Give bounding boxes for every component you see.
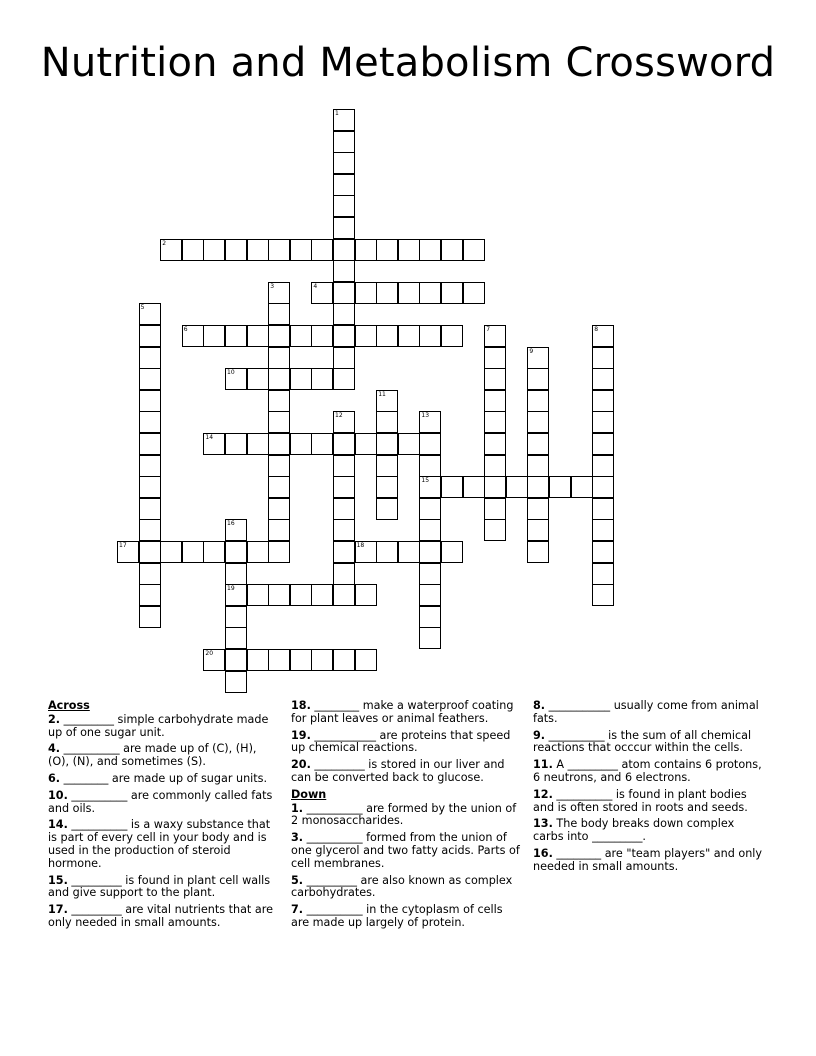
grid-cell[interactable] bbox=[203, 433, 225, 455]
grid-cell[interactable] bbox=[333, 541, 355, 563]
grid-cell[interactable] bbox=[268, 390, 290, 412]
grid-cell[interactable] bbox=[419, 584, 441, 606]
grid-cell[interactable] bbox=[419, 541, 441, 563]
grid-cell[interactable] bbox=[333, 649, 355, 671]
grid-cell[interactable] bbox=[311, 282, 333, 304]
grid-cell[interactable] bbox=[247, 584, 269, 606]
clue-number: 16. bbox=[533, 846, 553, 860]
grid-cell[interactable] bbox=[592, 455, 614, 477]
clue-number: 3. bbox=[291, 831, 304, 845]
clue-number: 12 bbox=[335, 412, 343, 420]
clue-number: 10 bbox=[227, 369, 235, 377]
grid-cell[interactable] bbox=[376, 390, 398, 412]
grid-cell[interactable] bbox=[333, 239, 355, 261]
grid-cell[interactable] bbox=[441, 239, 463, 261]
across-clue bbox=[291, 700, 523, 726]
clue-number: 20 bbox=[205, 650, 214, 657]
grid-cell[interactable] bbox=[592, 347, 614, 369]
down-clue bbox=[291, 875, 523, 901]
clue-number: 13 bbox=[421, 412, 430, 420]
grid-cell[interactable] bbox=[203, 541, 225, 563]
grid-cell[interactable] bbox=[333, 131, 355, 153]
grid-cell[interactable] bbox=[419, 606, 441, 628]
grid-cell[interactable] bbox=[484, 411, 506, 433]
grid-cell[interactable] bbox=[290, 368, 312, 390]
grid-cell[interactable] bbox=[592, 476, 614, 498]
grid-cell[interactable] bbox=[484, 476, 506, 498]
clue-text: __________ is a waxy substance that is part of every cell in your body and is used in the production of steroid hormone. bbox=[48, 818, 271, 870]
grid-cell[interactable] bbox=[419, 476, 441, 498]
grid-cell[interactable] bbox=[290, 239, 312, 261]
clue-number: 3 bbox=[270, 282, 275, 290]
grid-cell[interactable] bbox=[592, 325, 614, 347]
grid-cell[interactable] bbox=[225, 584, 247, 606]
clue-text: __________ are commonly called fats and oils. bbox=[48, 788, 273, 815]
grid-cell[interactable] bbox=[463, 239, 485, 261]
clue-text: ________ are "team players" and only needed in small amounts. bbox=[533, 846, 763, 873]
clue-number: 2. bbox=[48, 712, 61, 726]
grid-cell[interactable] bbox=[592, 498, 614, 520]
grid-cell[interactable] bbox=[333, 584, 355, 606]
grid-cell[interactable] bbox=[225, 433, 247, 455]
grid-cell[interactable] bbox=[571, 476, 593, 498]
grid-cell[interactable] bbox=[398, 239, 420, 261]
clue-number: 14. bbox=[48, 818, 68, 832]
grid-cell[interactable] bbox=[311, 433, 333, 455]
grid-cell[interactable] bbox=[376, 455, 398, 477]
grid-cell[interactable] bbox=[419, 325, 441, 347]
grid-cell[interactable] bbox=[441, 282, 463, 304]
grid-cell[interactable] bbox=[355, 649, 377, 671]
grid-cell[interactable] bbox=[225, 606, 247, 628]
grid-cell[interactable] bbox=[398, 541, 420, 563]
grid-cell[interactable] bbox=[268, 411, 290, 433]
clues-column-3 bbox=[533, 700, 765, 878]
grid-cell[interactable] bbox=[333, 195, 355, 217]
clue-text: ___________ usually come from animal fats. bbox=[533, 699, 759, 725]
down-clue bbox=[533, 818, 765, 844]
grid-cell[interactable] bbox=[333, 368, 355, 390]
grid-cell[interactable] bbox=[592, 519, 614, 541]
grid-cell[interactable] bbox=[268, 368, 290, 390]
grid-cell[interactable] bbox=[376, 498, 398, 520]
grid-cell[interactable] bbox=[268, 541, 290, 563]
clue-number: 7 bbox=[486, 326, 491, 333]
grid-cell[interactable] bbox=[139, 606, 161, 628]
grid-cell[interactable] bbox=[592, 368, 614, 390]
grid-cell[interactable] bbox=[247, 433, 269, 455]
clue-number: 17. bbox=[48, 903, 68, 917]
grid-cell[interactable] bbox=[419, 498, 441, 520]
clue-text: __________ is the sum of all chemical reactions that occcur within the cells. bbox=[533, 728, 752, 755]
grid-cell[interactable] bbox=[333, 455, 355, 477]
down-clue bbox=[291, 803, 523, 829]
clue-number: 4. bbox=[48, 742, 61, 756]
grid-cell[interactable] bbox=[290, 433, 312, 455]
grid-cell[interactable] bbox=[527, 476, 549, 498]
down-clue bbox=[533, 700, 765, 726]
grid-cell[interactable] bbox=[139, 390, 161, 412]
down-clue bbox=[291, 904, 523, 930]
grid-cell[interactable] bbox=[527, 347, 549, 369]
down-clue bbox=[533, 848, 765, 874]
across-clue bbox=[48, 904, 280, 930]
grid-cell[interactable] bbox=[419, 239, 441, 261]
grid-cell[interactable] bbox=[268, 433, 290, 455]
grid-cell[interactable] bbox=[268, 498, 290, 520]
clue-number: 8. bbox=[533, 699, 546, 712]
grid-cell[interactable] bbox=[376, 433, 398, 455]
grid-cell[interactable] bbox=[355, 433, 377, 455]
grid-cell[interactable] bbox=[333, 303, 355, 325]
clue-number: 11 bbox=[378, 390, 386, 398]
grid-cell[interactable] bbox=[333, 109, 355, 131]
grid-cell[interactable] bbox=[376, 476, 398, 498]
grid-cell[interactable] bbox=[484, 433, 506, 455]
grid-cell[interactable] bbox=[139, 411, 161, 433]
clue-number: 6. bbox=[48, 771, 61, 785]
down-clue bbox=[533, 730, 765, 756]
grid-cell[interactable] bbox=[203, 325, 225, 347]
grid-cell[interactable] bbox=[311, 584, 333, 606]
grid-cell[interactable] bbox=[355, 325, 377, 347]
grid-cell[interactable] bbox=[247, 239, 269, 261]
clue-number: 18 bbox=[356, 542, 365, 549]
clue-number: 15. bbox=[48, 873, 68, 887]
grid-cell[interactable] bbox=[333, 152, 355, 174]
clue-heading: Down bbox=[291, 787, 327, 801]
across-clue bbox=[48, 714, 280, 740]
grid-cell[interactable] bbox=[139, 455, 161, 477]
grid-cell[interactable] bbox=[592, 584, 614, 606]
grid-cell[interactable] bbox=[419, 455, 441, 477]
clue-text: __________ are formed by the union of 2 monosaccharides. bbox=[291, 801, 517, 828]
grid-cell[interactable] bbox=[376, 239, 398, 261]
grid-cell[interactable] bbox=[225, 368, 247, 390]
grid-cell[interactable] bbox=[311, 649, 333, 671]
grid-cell[interactable] bbox=[182, 541, 204, 563]
grid-cell[interactable] bbox=[225, 325, 247, 347]
grid-cell[interactable] bbox=[139, 433, 161, 455]
grid-cell[interactable] bbox=[139, 325, 161, 347]
page-title: Nutrition and Metabolism Crossword bbox=[40, 40, 776, 86]
grid-cell[interactable] bbox=[139, 476, 161, 498]
across-clue bbox=[48, 773, 280, 786]
grid-cell[interactable] bbox=[139, 303, 161, 325]
clue-text: _________ are vital nutrients that are only needed in small amounts. bbox=[48, 903, 273, 929]
clue-number: 5. bbox=[291, 873, 304, 887]
grid-cell[interactable] bbox=[182, 325, 204, 347]
grid-cell[interactable] bbox=[333, 433, 355, 455]
grid-cell[interactable] bbox=[463, 476, 485, 498]
grid-cell[interactable] bbox=[333, 325, 355, 347]
clue-number: 4 bbox=[313, 282, 318, 290]
clues-column-1 bbox=[48, 700, 280, 934]
clue-number: 5 bbox=[140, 304, 145, 312]
grid-cell[interactable] bbox=[268, 303, 290, 325]
across-clue bbox=[291, 730, 523, 756]
clue-number: 14 bbox=[205, 434, 214, 441]
clue-number: 8 bbox=[594, 326, 599, 333]
grid-cell[interactable] bbox=[527, 498, 549, 520]
clue-number: 12. bbox=[533, 787, 553, 801]
grid-cell[interactable] bbox=[225, 627, 247, 649]
grid-cell[interactable] bbox=[333, 217, 355, 239]
across-clue bbox=[291, 759, 523, 785]
across-clue bbox=[48, 790, 280, 816]
clue-text: ___________ are proteins that speed up chemical reactions. bbox=[291, 728, 511, 755]
grid-cell[interactable] bbox=[592, 433, 614, 455]
grid-cell[interactable] bbox=[290, 649, 312, 671]
grid-cell[interactable] bbox=[527, 455, 549, 477]
clue-number: 18. bbox=[291, 699, 311, 712]
grid-cell[interactable] bbox=[484, 519, 506, 541]
grid-cell[interactable] bbox=[398, 433, 420, 455]
grid-cell[interactable] bbox=[182, 239, 204, 261]
grid-cell[interactable] bbox=[268, 584, 290, 606]
grid-cell[interactable] bbox=[527, 411, 549, 433]
grid-cell[interactable] bbox=[268, 239, 290, 261]
clues-column-2 bbox=[291, 700, 523, 934]
grid-cell[interactable] bbox=[355, 584, 377, 606]
grid-cell[interactable] bbox=[247, 325, 269, 347]
grid-cell[interactable] bbox=[333, 519, 355, 541]
grid-cell[interactable] bbox=[333, 498, 355, 520]
clue-heading: Across bbox=[48, 699, 90, 712]
clue-number: 16 bbox=[227, 520, 235, 528]
grid-cell[interactable] bbox=[398, 282, 420, 304]
clue-text: ________ are made up of sugar units. bbox=[63, 771, 268, 785]
grid-cell[interactable] bbox=[355, 541, 377, 563]
grid-cell[interactable] bbox=[484, 347, 506, 369]
down-clue bbox=[533, 759, 765, 785]
grid-cell[interactable] bbox=[419, 563, 441, 585]
grid-cell[interactable] bbox=[268, 347, 290, 369]
clue-number: 6 bbox=[183, 326, 188, 333]
grid-cell[interactable] bbox=[527, 390, 549, 412]
grid-cell[interactable] bbox=[441, 476, 463, 498]
grid-cell[interactable] bbox=[592, 563, 614, 585]
clue-number: 2 bbox=[162, 239, 167, 247]
grid-cell[interactable] bbox=[355, 282, 377, 304]
clue-text: _________ is stored in our liver and can be converted back to glucose. bbox=[291, 758, 505, 784]
grid-cell[interactable] bbox=[268, 476, 290, 498]
grid-cell[interactable] bbox=[203, 649, 225, 671]
clue-number: 1 bbox=[335, 110, 339, 117]
across-clue bbox=[48, 743, 280, 769]
grid-cell[interactable] bbox=[549, 476, 571, 498]
grid-cell[interactable] bbox=[441, 325, 463, 347]
grid-cell[interactable] bbox=[592, 541, 614, 563]
grid-cell[interactable] bbox=[333, 282, 355, 304]
grid-cell[interactable] bbox=[139, 347, 161, 369]
grid-cell[interactable] bbox=[225, 649, 247, 671]
grid-cell[interactable] bbox=[225, 563, 247, 585]
grid-cell[interactable] bbox=[419, 627, 441, 649]
grid-cell[interactable] bbox=[268, 282, 290, 304]
down-clue bbox=[291, 832, 523, 870]
grid-cell[interactable] bbox=[268, 455, 290, 477]
grid-cell[interactable] bbox=[333, 476, 355, 498]
grid-cell[interactable] bbox=[527, 519, 549, 541]
grid-cell[interactable] bbox=[355, 239, 377, 261]
clue-text: __________ is found in plant bodies and is often stored in roots and seeds. bbox=[533, 787, 748, 814]
grid-cell[interactable] bbox=[203, 239, 225, 261]
grid-cell[interactable] bbox=[225, 671, 247, 693]
grid-cell[interactable] bbox=[225, 239, 247, 261]
grid-cell[interactable] bbox=[441, 541, 463, 563]
grid-cell[interactable] bbox=[311, 368, 333, 390]
grid-cell[interactable] bbox=[376, 325, 398, 347]
down-clue bbox=[533, 789, 765, 815]
grid-cell[interactable] bbox=[419, 433, 441, 455]
grid-cell[interactable] bbox=[333, 347, 355, 369]
across-clue bbox=[48, 819, 280, 870]
grid-cell[interactable] bbox=[376, 411, 398, 433]
grid-cell[interactable] bbox=[139, 584, 161, 606]
grid-cell[interactable] bbox=[506, 476, 528, 498]
grid-cell[interactable] bbox=[247, 649, 269, 671]
grid-cell[interactable] bbox=[484, 498, 506, 520]
clue-text: A _________ atom contains 6 protons, 6 neutrons, and 6 electrons. bbox=[533, 758, 762, 784]
grid-cell[interactable] bbox=[333, 260, 355, 282]
clue-number: 13. bbox=[533, 817, 553, 831]
grid-cell[interactable] bbox=[160, 239, 182, 261]
clue-number: 19. bbox=[291, 728, 311, 742]
grid-cell[interactable] bbox=[139, 519, 161, 541]
grid-cell[interactable] bbox=[527, 541, 549, 563]
grid-cell[interactable] bbox=[225, 541, 247, 563]
clue-text: _________ are also known as complex carbohydrates. bbox=[291, 873, 513, 900]
grid-cell[interactable] bbox=[311, 239, 333, 261]
grid-cell[interactable] bbox=[333, 411, 355, 433]
clue-text: __________ in the cytoplasm of cells are made up largely of protein. bbox=[291, 903, 503, 929]
grid-cell[interactable] bbox=[527, 433, 549, 455]
grid-cell[interactable] bbox=[463, 282, 485, 304]
grid-cell[interactable] bbox=[592, 390, 614, 412]
grid-cell[interactable] bbox=[484, 455, 506, 477]
clue-number: 9. bbox=[533, 728, 546, 742]
grid-cell[interactable] bbox=[268, 519, 290, 541]
clue-number: 20. bbox=[291, 758, 311, 772]
grid-cell[interactable] bbox=[419, 282, 441, 304]
grid-cell[interactable] bbox=[117, 541, 139, 563]
grid-cell[interactable] bbox=[376, 541, 398, 563]
clue-number: 19 bbox=[227, 585, 235, 593]
clue-number: 1. bbox=[291, 801, 304, 815]
clue-text: __________ formed from the union of one glycerol and two fatty acids. Parts of cell membranes. bbox=[291, 831, 520, 870]
grid-cell[interactable] bbox=[333, 563, 355, 585]
clue-number: 10. bbox=[48, 788, 68, 802]
across-clue bbox=[48, 875, 280, 901]
grid-cell[interactable] bbox=[484, 325, 506, 347]
grid-cell[interactable] bbox=[484, 390, 506, 412]
grid-cell[interactable] bbox=[527, 368, 549, 390]
clue-number: 9 bbox=[529, 347, 534, 355]
grid-cell[interactable] bbox=[139, 541, 161, 563]
grid-cell[interactable] bbox=[225, 519, 247, 541]
clue-text: _________ simple carbohydrate made up of one sugar unit. bbox=[48, 712, 269, 739]
clue-text: _________ is found in plant cell walls and give support to the plant. bbox=[48, 873, 271, 900]
grid-cell[interactable] bbox=[419, 411, 441, 433]
grid-cell[interactable] bbox=[484, 368, 506, 390]
grid-cell[interactable] bbox=[398, 325, 420, 347]
clue-text: ________ make a waterproof coating for plant leaves or animal feathers. bbox=[291, 699, 514, 725]
grid-cell[interactable] bbox=[592, 411, 614, 433]
grid-cell[interactable] bbox=[139, 368, 161, 390]
grid-cell[interactable] bbox=[311, 325, 333, 347]
grid-cell[interactable] bbox=[290, 325, 312, 347]
grid-cell[interactable] bbox=[247, 368, 269, 390]
grid-cell[interactable] bbox=[139, 563, 161, 585]
grid-cell[interactable] bbox=[268, 325, 290, 347]
grid-cell[interactable] bbox=[139, 498, 161, 520]
clue-number: 11. bbox=[533, 758, 553, 772]
grid-cell[interactable] bbox=[376, 282, 398, 304]
grid-cell[interactable] bbox=[160, 541, 182, 563]
clue-text: __________ are made up of (C), (H), (O), (N), and sometimes (S). bbox=[48, 742, 257, 769]
grid-cell[interactable] bbox=[333, 174, 355, 196]
grid-cell[interactable] bbox=[290, 584, 312, 606]
grid-cell[interactable] bbox=[419, 519, 441, 541]
clue-number: 7. bbox=[291, 903, 304, 917]
grid-cell[interactable] bbox=[268, 649, 290, 671]
clue-number: 17 bbox=[119, 542, 127, 549]
clue-number: 15 bbox=[421, 477, 430, 485]
grid-cell[interactable] bbox=[247, 541, 269, 563]
clue-text: The body breaks down complex carbs into _________. bbox=[533, 817, 735, 844]
